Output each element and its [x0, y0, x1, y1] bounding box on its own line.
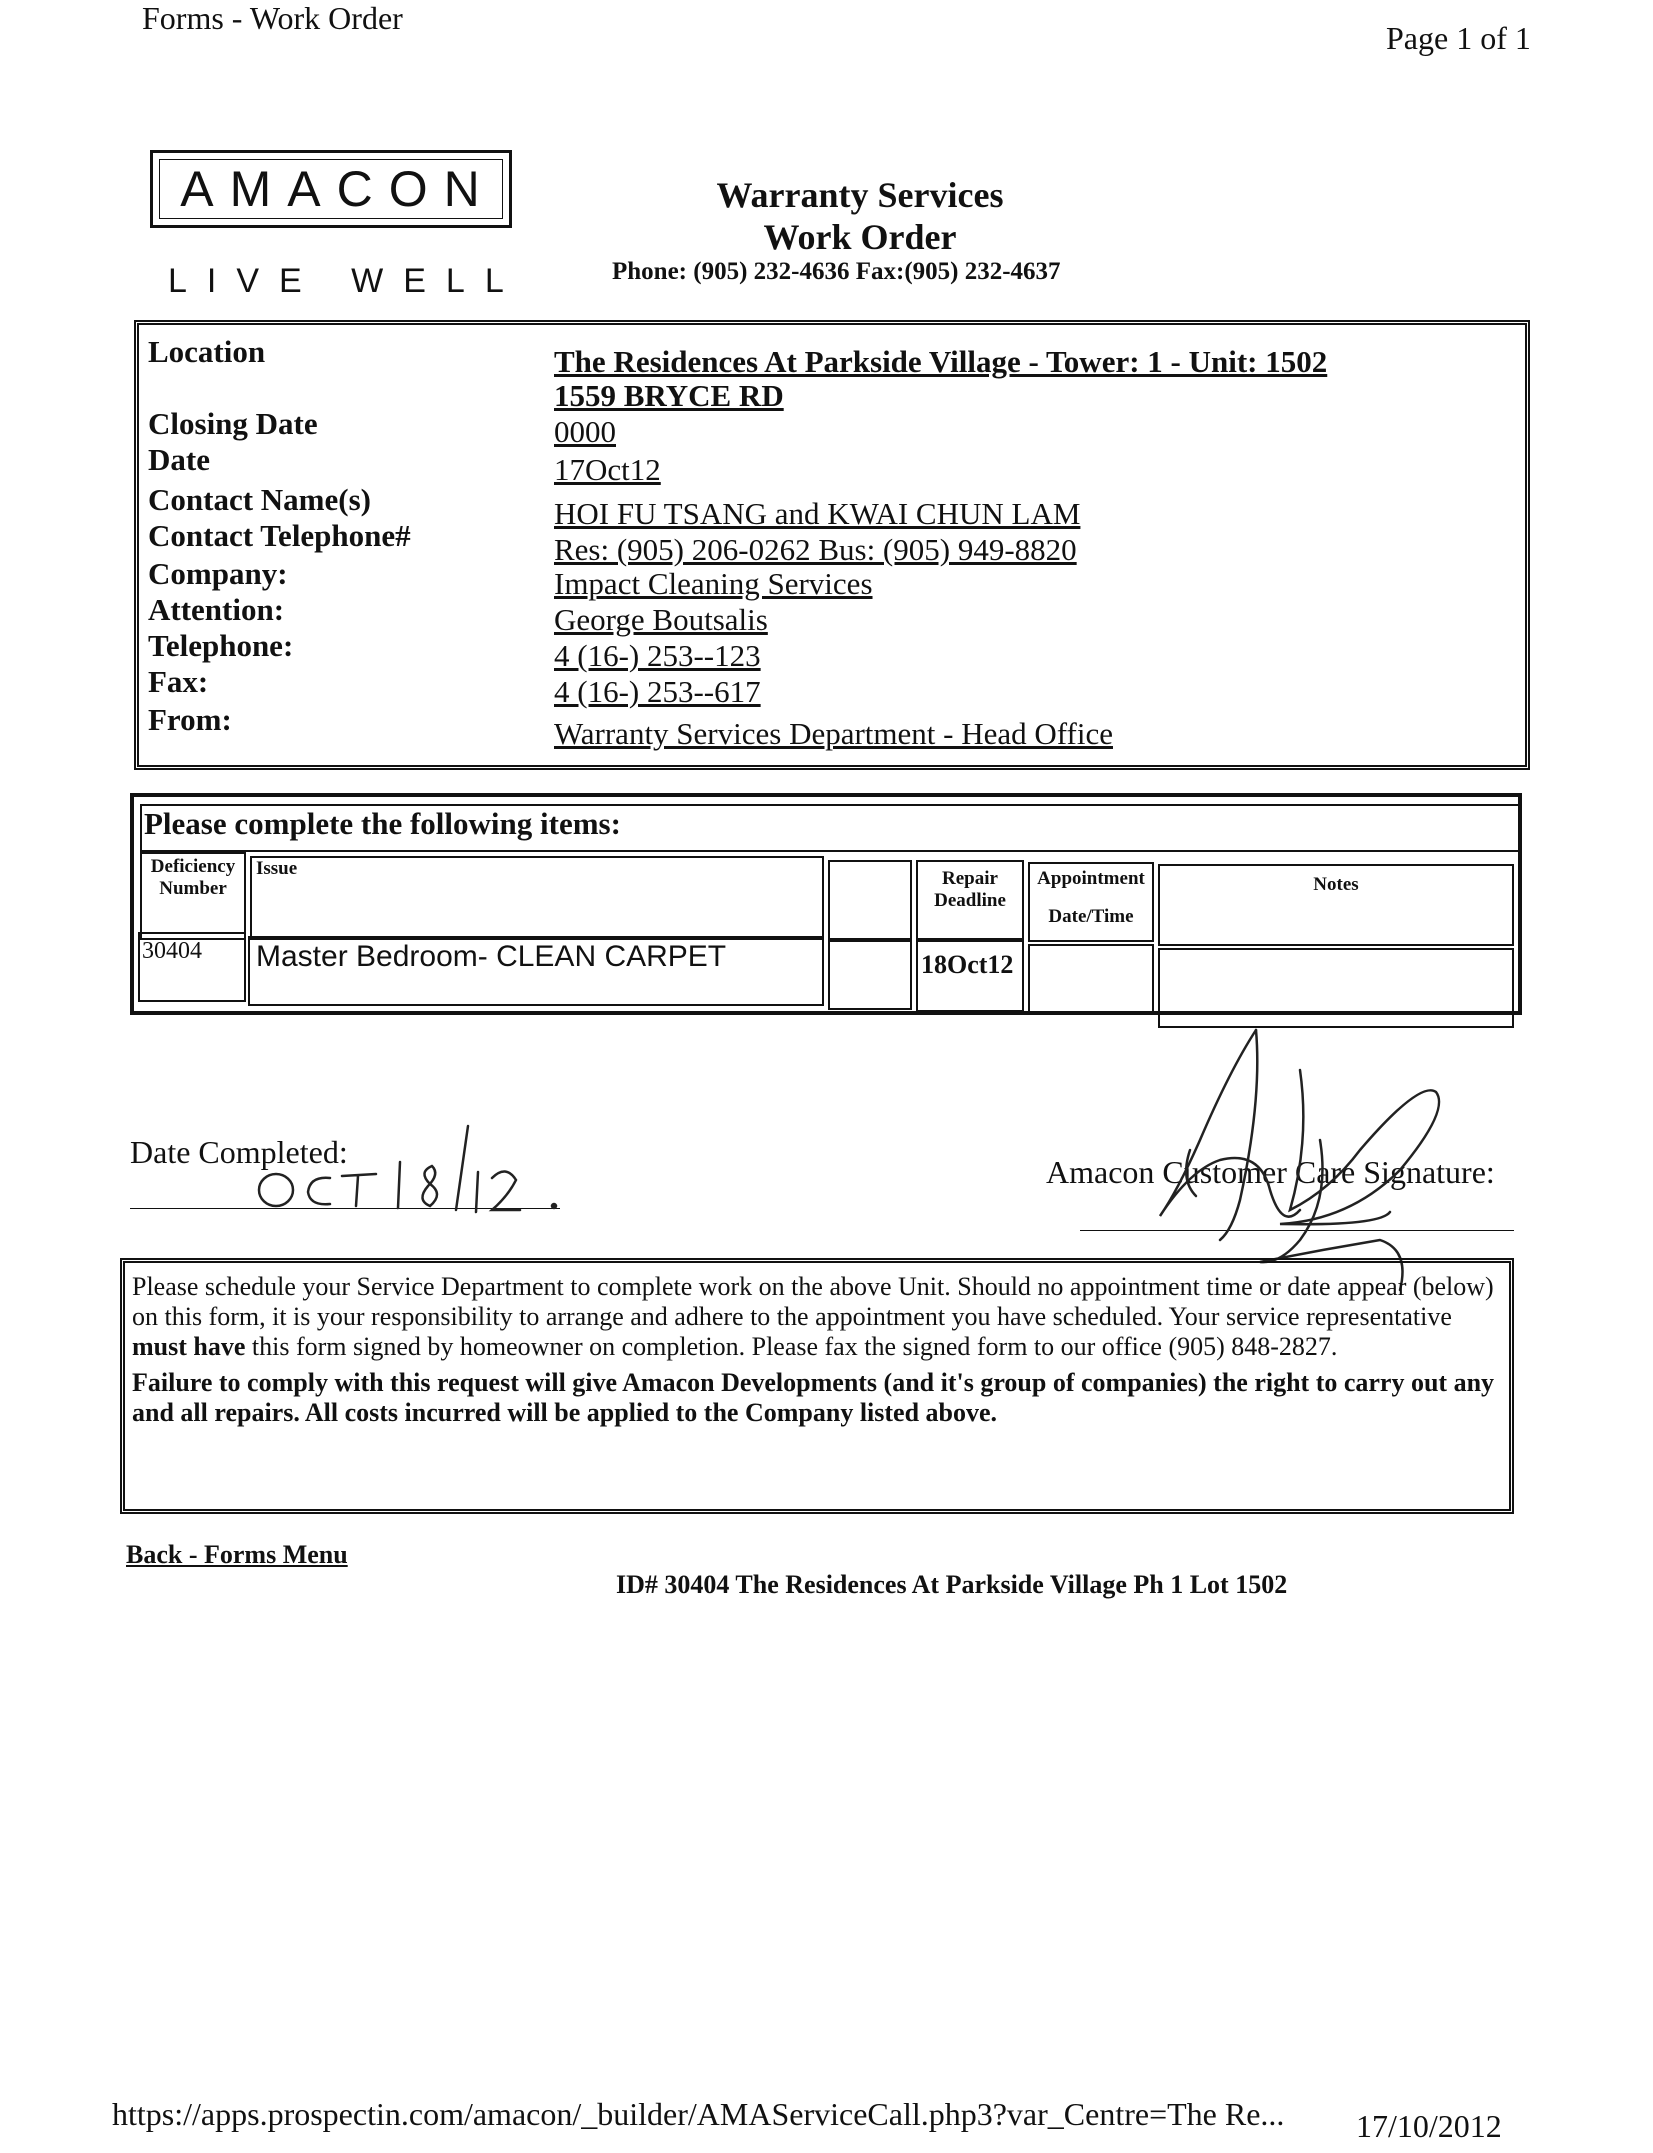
page-number: Page 1 of 1	[1386, 20, 1531, 56]
value-contact-names: HOI FU TSANG and KWAI CHUN LAM	[554, 496, 1081, 531]
value-from: Warranty Services Department - Head Office	[554, 716, 1113, 751]
col-blank-header	[828, 860, 912, 940]
col-notes-header	[1158, 864, 1514, 946]
notice-warning: Failure to comply with this request will give Amacon Developments (and it's group of companies) the right to carry out any and all repairs. All costs incurred will be applied to the Company listed above.	[132, 1368, 1495, 1427]
col-appointment-header	[1028, 862, 1154, 942]
col-deadline-label: Repair Deadline	[934, 868, 1006, 911]
cell-notes	[1158, 948, 1514, 1028]
notice-text-part1: Please schedule your Service Department to complete work on the above Unit. Should no appointment time or date appear (below) on this form, it is your responsibility to arrange and adhere to the appointment you have scheduled. Your service representative	[132, 1272, 1494, 1331]
form-title-line2: Work Order	[763, 217, 957, 257]
footer-url: https://apps.prospectin.com/amacon/_builder/AMAServiceCall.php3?var_Centre=The Re...	[112, 2096, 1285, 2132]
value-date: 17Oct12	[554, 452, 661, 487]
logo-tagline: LIVE WELL	[168, 262, 524, 300]
issue-value: Master Bedroom- CLEAN CARPET	[256, 940, 727, 973]
phone-fax-line: Phone: (905) 232-4636 Fax:(905) 232-4637	[612, 258, 1061, 285]
signature-label: Amacon Customer Care Signature:	[1046, 1154, 1495, 1190]
logo-brand-text: AMACON	[159, 159, 503, 219]
amacon-logo	[150, 150, 512, 228]
notice-text-bold: must have	[132, 1332, 246, 1361]
col-issue-header	[250, 856, 824, 940]
value-fax: 4 (16-) 253--617	[554, 674, 761, 709]
label-fax: Fax:	[148, 664, 209, 699]
value-telephone: 4 (16-) 253--123	[554, 638, 761, 673]
notice-text	[132, 1272, 1502, 1428]
label-contact-telephone: Contact Telephone#	[148, 518, 411, 553]
form-title-line1: Warranty Services	[716, 175, 1004, 215]
col-deficiency-header	[140, 852, 246, 940]
document-header-title: Forms - Work Order	[142, 0, 403, 36]
label-from: From:	[148, 702, 232, 737]
cell-blank	[828, 940, 912, 1010]
col-appointment-sub-label: Date/Time	[1048, 906, 1134, 927]
col-appointment-label: Appointment	[1037, 868, 1145, 889]
cell-deficiency-number	[138, 932, 246, 1002]
col-deadline-header	[916, 860, 1024, 940]
cell-repair-deadline	[916, 940, 1024, 1012]
col-notes-label: Notes	[1313, 874, 1359, 895]
label-company: Company:	[148, 556, 288, 591]
label-contact-names: Contact Name(s)	[148, 482, 371, 517]
label-date: Date	[148, 442, 210, 477]
label-location: Location	[148, 334, 266, 369]
value-location: The Residences At Parkside Village - Tower: 1 - Unit: 1502	[554, 344, 1328, 379]
cell-issue	[248, 936, 824, 1006]
col-issue-label: Issue	[256, 858, 298, 879]
repair-deadline-value: 18Oct12	[921, 950, 1014, 979]
date-completed-line	[130, 1208, 560, 1209]
label-telephone: Telephone:	[148, 628, 294, 663]
label-attention: Attention:	[148, 592, 285, 627]
value-attention: George Boutsalis	[554, 602, 768, 637]
notice-text-part2: this form signed by homeowner on completion. Please fax the signed form to our office (905) 848-2827.	[245, 1332, 1338, 1361]
col-deficiency-label: Deficiency Number	[150, 856, 236, 899]
cell-appointment	[1028, 944, 1154, 1014]
value-address: 1559 BRYCE RD	[554, 378, 784, 413]
signature-line	[1080, 1230, 1514, 1231]
date-completed-label: Date Completed:	[130, 1134, 348, 1170]
value-closing-date: 0000	[554, 414, 616, 449]
footer-print-date: 17/10/2012	[1356, 2108, 1502, 2144]
label-closing-date: Closing Date	[148, 406, 318, 441]
items-heading: Please complete the following items:	[144, 806, 621, 841]
deficiency-number-value: 30404	[142, 938, 202, 964]
back-forms-menu-link[interactable]: Back - Forms Menu	[126, 1540, 348, 1569]
id-line: ID# 30404 The Residences At Parkside Village Ph 1 Lot 1502	[616, 1570, 1288, 1599]
value-contact-telephone: Res: (905) 206-0262 Bus: (905) 949-8820	[554, 532, 1077, 567]
value-company: Impact Cleaning Services	[554, 566, 873, 601]
